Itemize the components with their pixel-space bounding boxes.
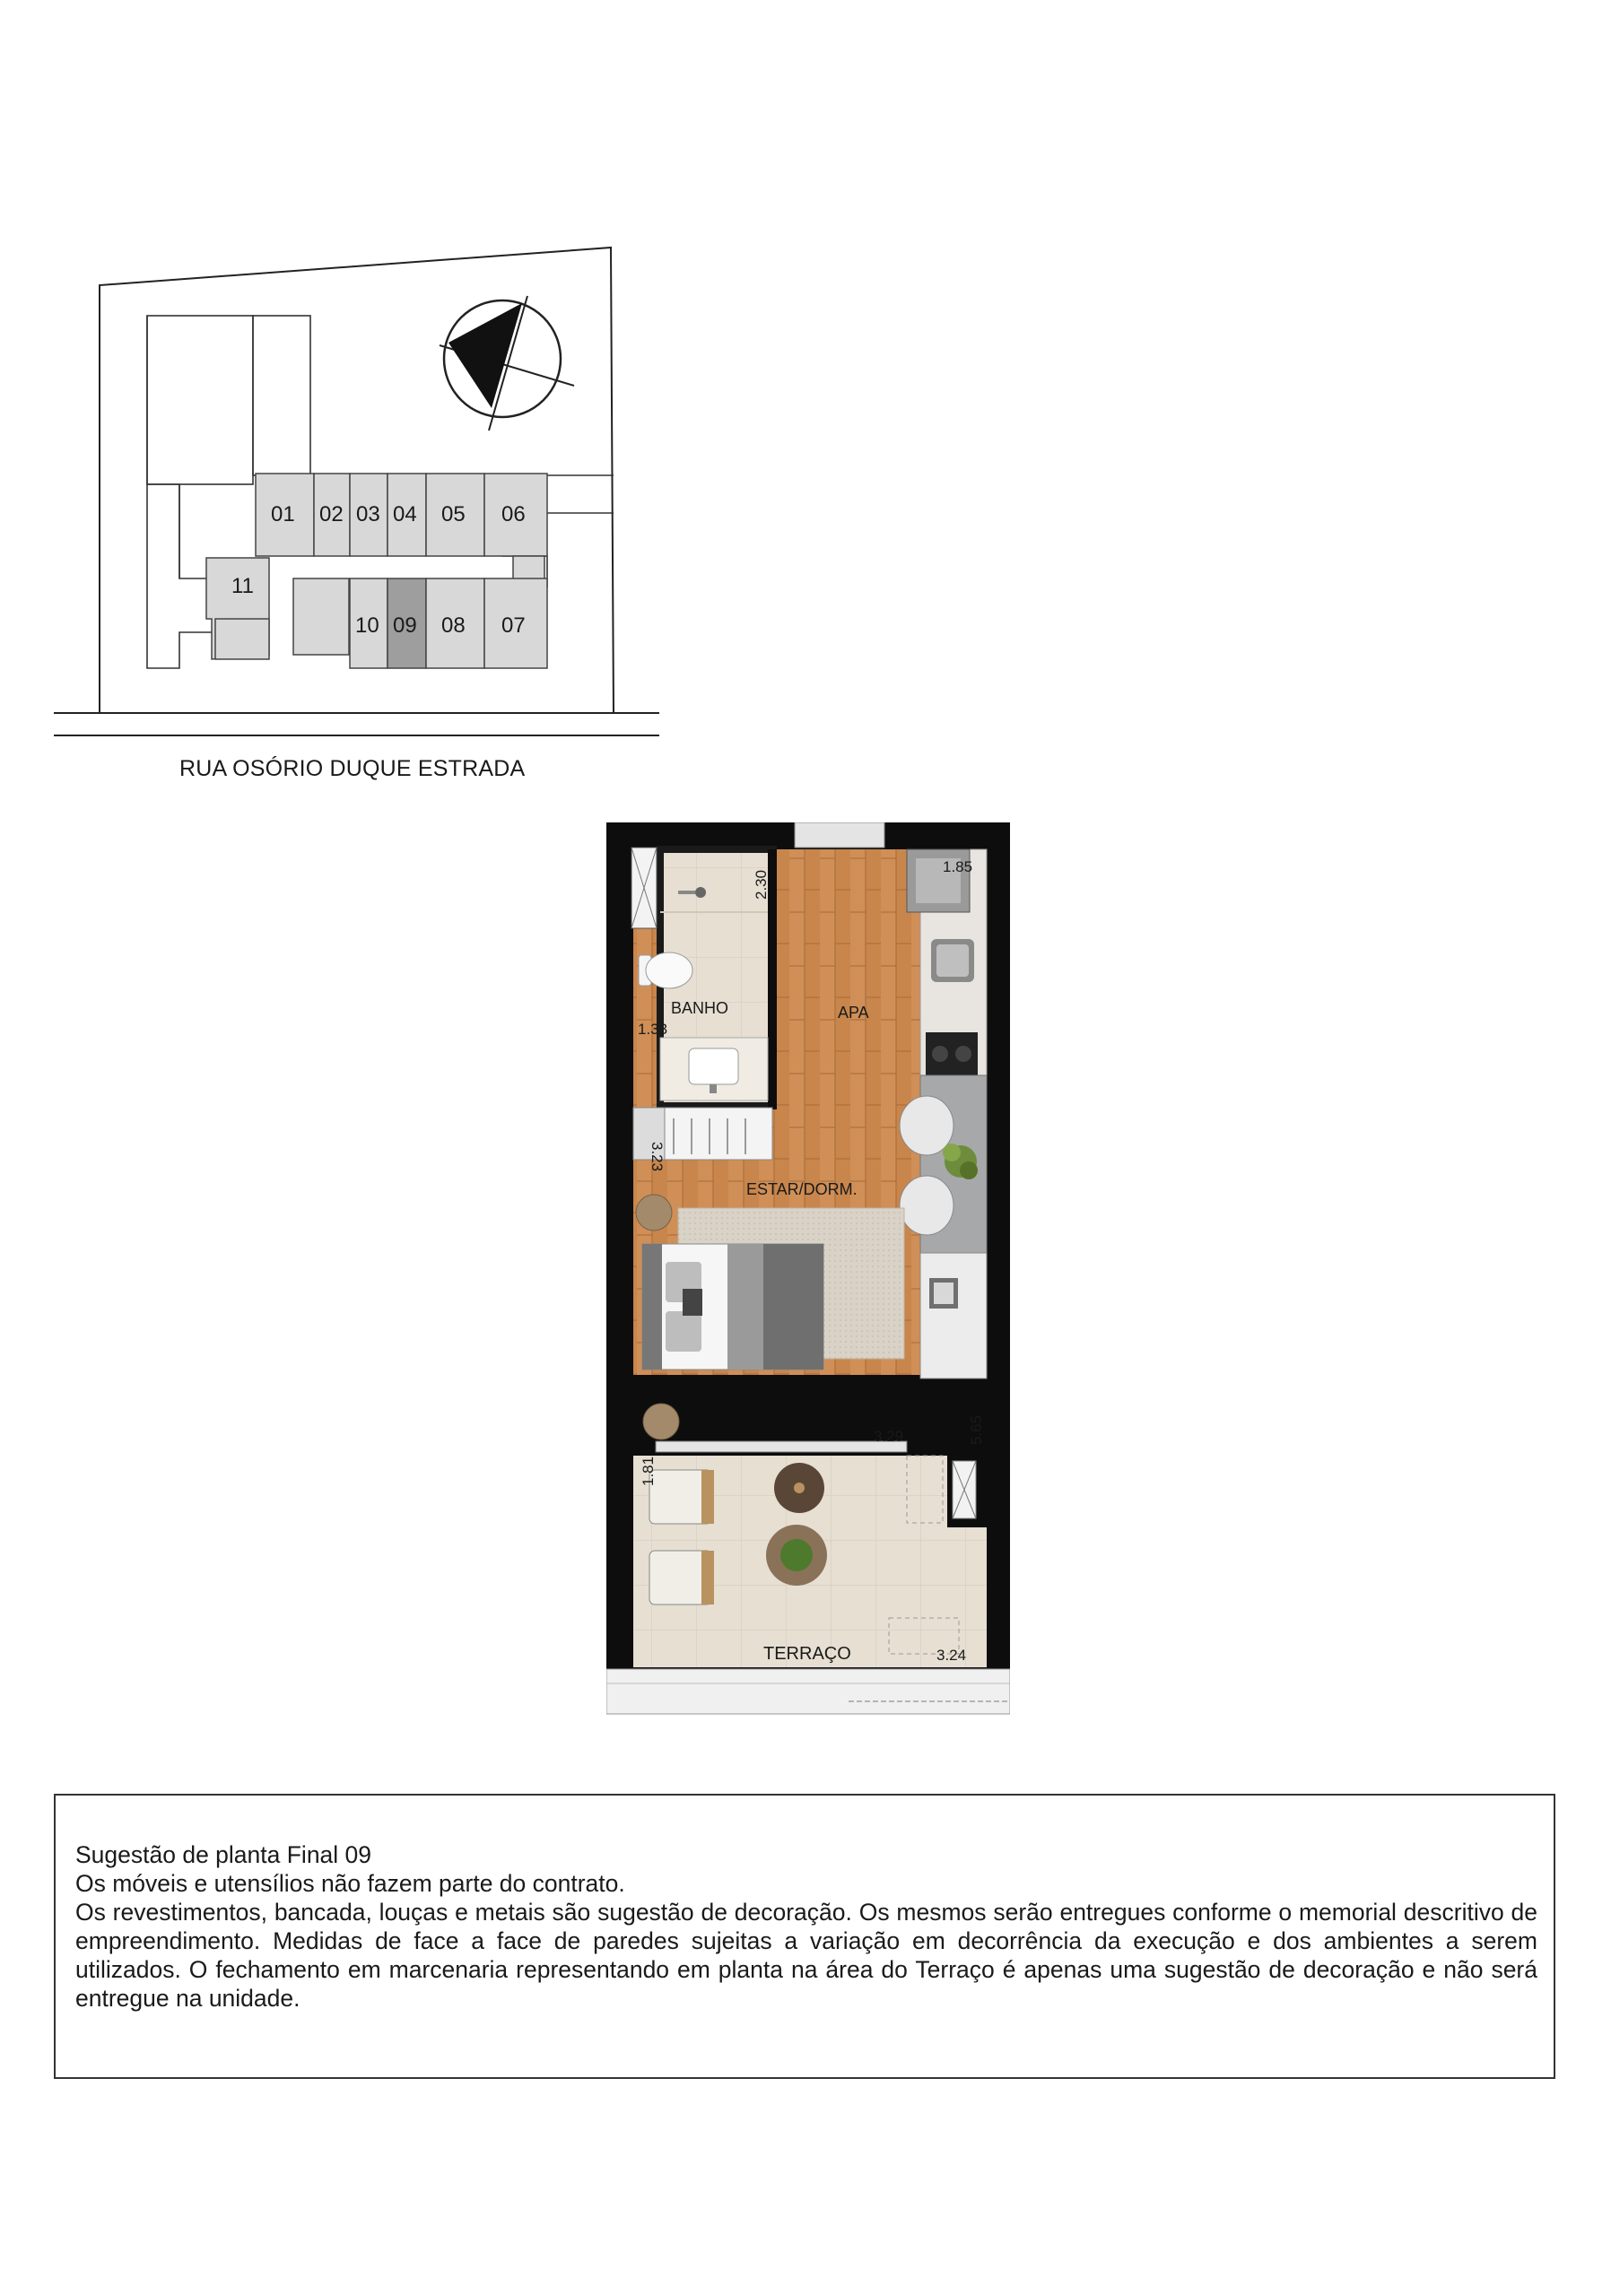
room-label-living: ESTAR/DORM. <box>746 1180 858 1198</box>
dim-closet: 3.23 <box>649 1142 666 1172</box>
nightstand <box>643 1404 679 1439</box>
room-label-bathroom: BANHO <box>671 999 729 1017</box>
cooktop-icon <box>926 1032 978 1075</box>
disclaimer-text <box>75 1840 1537 2013</box>
street-name-label: RUA OSÓRIO DUQUE ESTRADA <box>179 756 526 781</box>
dim-kitchen-length: 5.65 <box>968 1414 985 1445</box>
unit-label-03: 03 <box>356 502 380 526</box>
bathroom-sink-icon <box>660 1038 768 1100</box>
disclaimer-line-finishes: Os revestimentos, bancada, louças e metais são sugestão de decoração. Os mesmos serão entregues conforme o memorial descritivo de empreendimento. Medidas de face a face de paredes sujeitas a variação em decorrência da execução e dos ambientes a serem utilizados. O fechamento em marcenaria representando em planta na área do Terraço é apenas uma sugestão de decoração e não será entregue na unidade. <box>75 1899 1537 2012</box>
site-plan <box>0 0 682 744</box>
terrace-railing <box>606 1669 1010 1714</box>
room-label-terrace: TERRAÇO <box>763 1644 851 1664</box>
unit-label-01: 01 <box>271 502 295 526</box>
nightstand <box>636 1195 672 1231</box>
unit-label-02: 02 <box>319 502 344 526</box>
toilet-icon <box>639 952 692 988</box>
units-top-row <box>256 474 547 556</box>
terrace-chair <box>649 1470 714 1524</box>
dim-living-width: 3.29 <box>874 1428 904 1445</box>
sliding-door <box>656 1441 907 1452</box>
disclaimer-box <box>54 1794 1555 2079</box>
units-bottom-row <box>350 578 547 668</box>
terrace-chair <box>649 1551 714 1605</box>
north-arrow-compass-icon <box>440 296 574 430</box>
disclaimer-line-furniture: Os móveis e utensílios não fazem parte do contrato. <box>75 1870 625 1897</box>
dim-bath-width: 1.33 <box>638 1021 668 1038</box>
unit-label-05: 05 <box>441 502 466 526</box>
unit-label-06: 06 <box>501 502 526 526</box>
unit-floor-plan <box>606 822 1010 1715</box>
unit-label-11: 11 <box>231 574 254 598</box>
unit-label-04: 04 <box>393 502 417 526</box>
disclaimer-line-title: Sugestão de planta Final 09 <box>75 1841 372 1868</box>
room-label-apa: APA <box>838 1004 869 1022</box>
bed <box>642 1244 823 1370</box>
dim-terrace-depth: 1.81 <box>640 1456 657 1486</box>
unit-label-07: 07 <box>501 613 526 638</box>
kitchen-sink-icon <box>931 939 974 982</box>
courtyard <box>293 578 349 655</box>
bar-stool <box>900 1176 954 1235</box>
unit-label-09: 09 <box>393 613 417 638</box>
dim-bath-height: 2.30 <box>753 869 770 900</box>
dim-kitchen-top: 1.85 <box>943 858 973 875</box>
dim-terrace-width: 3.24 <box>936 1647 967 1664</box>
unit-label-10: 10 <box>355 613 379 638</box>
unit-label-08: 08 <box>441 613 466 638</box>
entrance-door <box>795 822 884 848</box>
